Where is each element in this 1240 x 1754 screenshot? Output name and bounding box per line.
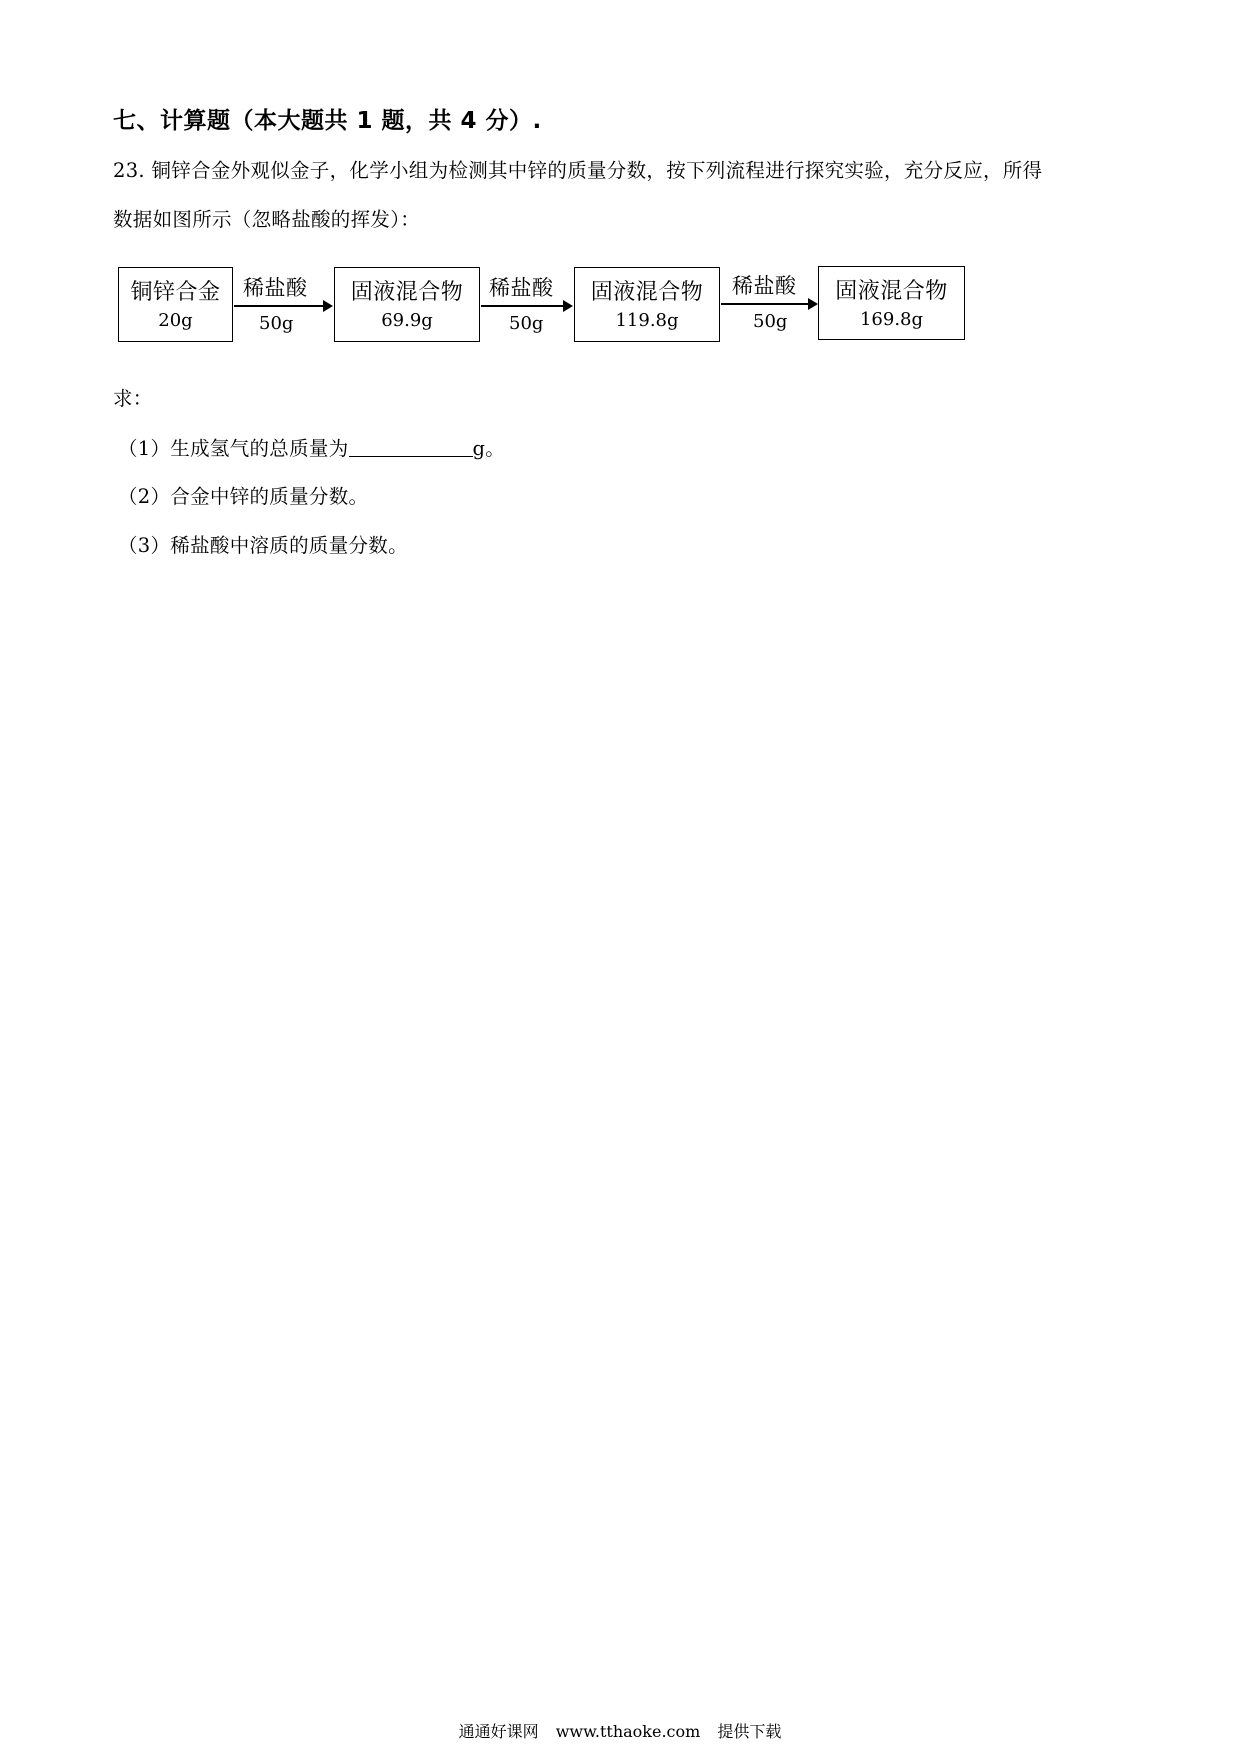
question-text-line-1: 23. 铜锌合金外观似金子，化学小组为检测其中锌的质量分数，按下列流程进行探究实验，充分反应，所得 bbox=[113, 159, 1043, 182]
flow-box-mass: 119.8g bbox=[615, 310, 679, 331]
answer-blank[interactable] bbox=[349, 438, 473, 457]
sub-question-1 bbox=[118, 433, 505, 461]
flow-box-mass: 69.9g bbox=[381, 310, 433, 331]
sub-question-2: （2）合金中锌的质量分数。 bbox=[118, 485, 369, 508]
sub-question-1-suffix: g。 bbox=[472, 437, 506, 460]
arrow-mass: 50g bbox=[259, 313, 294, 334]
flow-box-label: 固液混合物 bbox=[835, 279, 948, 304]
arrow-label: 稀盐酸 bbox=[243, 276, 308, 300]
flow-box-mass: 20g bbox=[158, 310, 193, 331]
flow-box-mixture-1 bbox=[334, 267, 480, 342]
footer-site-name: 通通好课网 bbox=[458, 1722, 539, 1741]
section-title: 七、计算题（本大题共 1 题，共 4 分）. bbox=[113, 108, 542, 134]
flow-box-label: 固液混合物 bbox=[590, 280, 704, 305]
footer-suffix: 提供下载 bbox=[717, 1722, 782, 1741]
flow-box-mixture-3 bbox=[818, 266, 965, 340]
arrow-label: 稀盐酸 bbox=[489, 276, 554, 300]
question-text-line-2: 数据如图所示（忽略盐酸的挥发）： bbox=[113, 208, 421, 231]
footer-url[interactable]: www.tthaoke.com bbox=[555, 1722, 701, 1741]
arrow-mass: 50g bbox=[509, 313, 544, 334]
page-footer bbox=[0, 1719, 1240, 1742]
flow-box-label: 固液混合物 bbox=[350, 280, 464, 305]
arrow-label: 稀盐酸 bbox=[732, 274, 797, 298]
arrow-right-icon bbox=[481, 305, 571, 307]
arrow-right-icon bbox=[721, 303, 816, 305]
arrow-right-icon bbox=[234, 305, 331, 307]
flow-box-mixture-2 bbox=[574, 267, 720, 342]
flow-box-label: 铜锌合金 bbox=[130, 280, 221, 305]
sub-question-1-prefix: （1）生成氢气的总质量为 bbox=[118, 437, 349, 460]
flow-box-mass: 169.8g bbox=[859, 309, 924, 330]
flow-box-alloy bbox=[118, 267, 233, 342]
sub-question-3: （3）稀盐酸中溶质的质量分数。 bbox=[118, 534, 408, 557]
arrow-mass: 50g bbox=[753, 311, 788, 332]
ask-label: 求： bbox=[113, 387, 153, 410]
